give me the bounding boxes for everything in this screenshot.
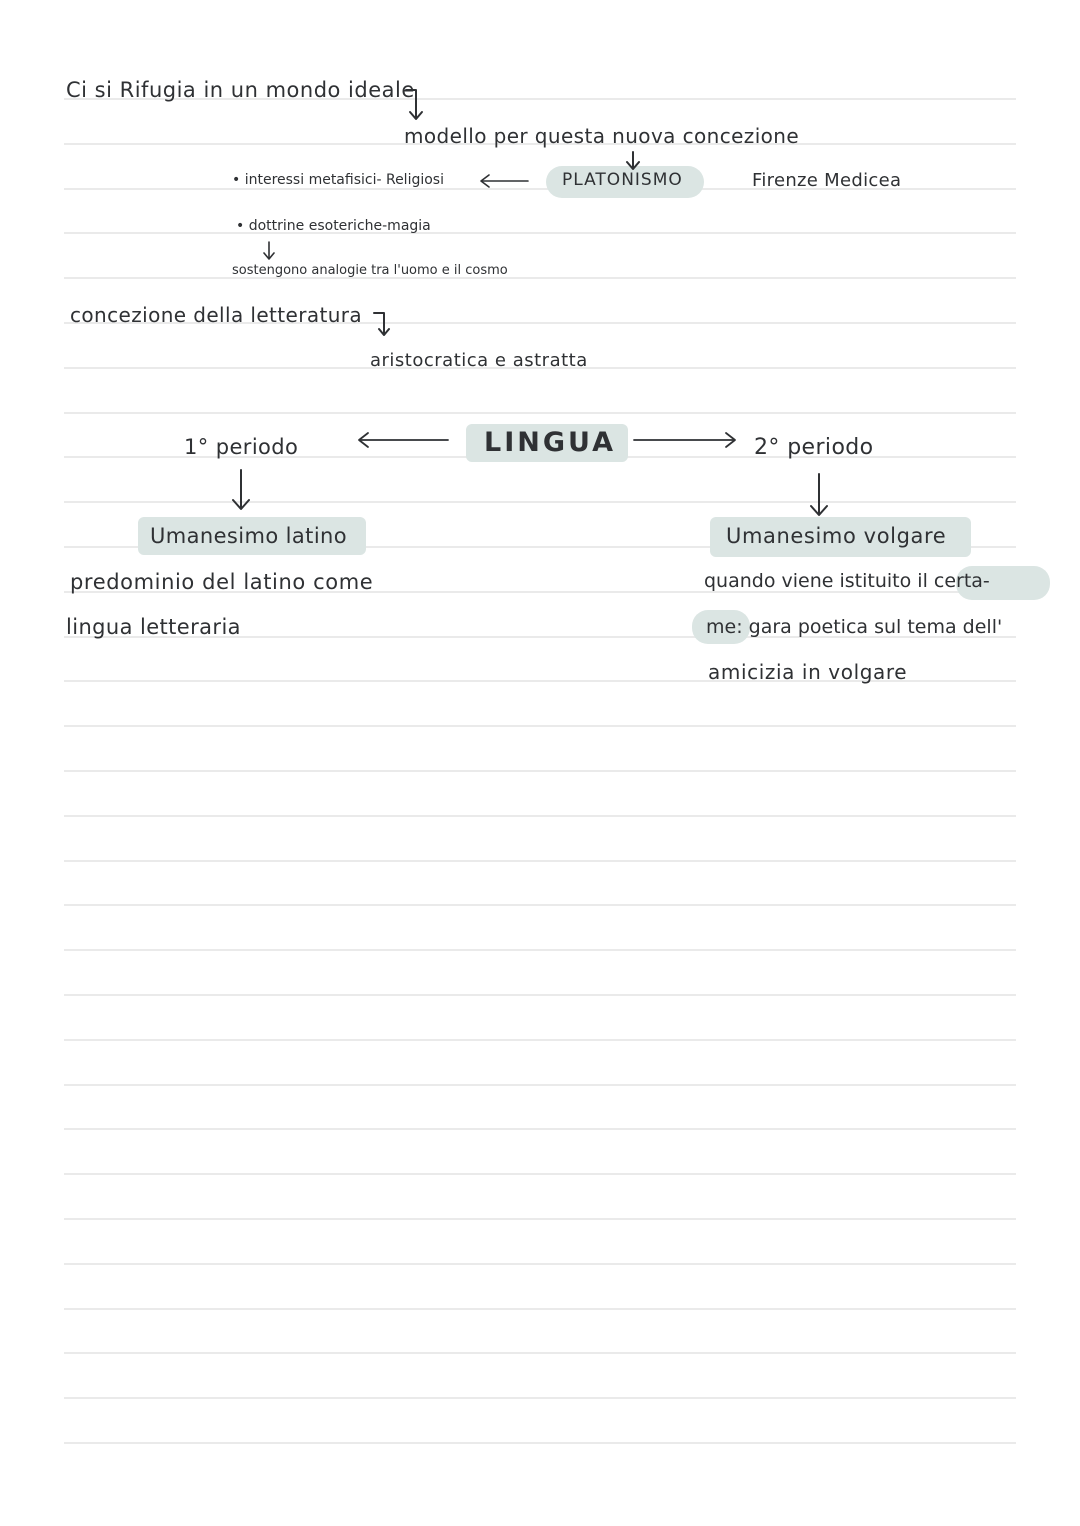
latin-line-1: predominio del latino come <box>70 570 374 594</box>
ruled-line <box>64 1173 1016 1175</box>
ruled-line <box>64 501 1016 503</box>
note-line-2: modello per questa nuova concezione <box>404 124 800 148</box>
ruled-line <box>64 277 1016 279</box>
ruled-line <box>64 1442 1016 1444</box>
period-2-label: 2° periodo <box>754 435 874 460</box>
umanesimo-volgare-label: Umanesimo volgare <box>726 524 947 548</box>
ruled-line <box>64 770 1016 772</box>
down-arrow-period-2-icon <box>808 472 830 518</box>
left-arrow-platonismo-icon <box>478 172 530 190</box>
interests-text: • interessi metafisici- Religiosi <box>232 172 444 188</box>
volgare-line-2 <box>706 616 1002 638</box>
ruled-line <box>64 725 1016 727</box>
ruled-line <box>64 412 1016 414</box>
ruled-line <box>64 1084 1016 1086</box>
ruled-line <box>64 949 1016 951</box>
platonismo-label: PLATONISMO <box>562 170 683 190</box>
down-arrow-period-1-icon <box>230 468 252 512</box>
ruled-line <box>64 1352 1016 1354</box>
ruled-line <box>64 1218 1016 1220</box>
me-word: me <box>706 616 737 638</box>
doctrines-text: • dottrine esoteriche-magia <box>236 218 431 234</box>
ruled-line <box>64 860 1016 862</box>
hook-arrow-icon <box>404 84 434 126</box>
ruled-line <box>64 994 1016 996</box>
florence-text: Firenze Medicea <box>752 170 902 191</box>
hook-arrow-literature-icon <box>372 308 398 342</box>
analogies-text: sostengono analogie tra l'uomo e il cosmo <box>232 263 508 278</box>
lingua-title: LINGUA <box>484 427 616 458</box>
ruled-line <box>64 232 1016 234</box>
volgare-line-2-main: : gara poetica sul tema dell' <box>736 616 1003 638</box>
ruled-line <box>64 1308 1016 1310</box>
ruled-line <box>64 815 1016 817</box>
period-1-label: 1° periodo <box>184 435 299 459</box>
umanesimo-latino-label: Umanesimo latino <box>150 524 348 548</box>
ruled-line <box>64 904 1016 906</box>
ruled-line <box>64 1039 1016 1041</box>
volgare-line-1-main: quando viene istituito il <box>704 570 934 592</box>
ruled-line <box>64 1397 1016 1399</box>
right-arrow-lingua-icon <box>632 430 738 450</box>
volgare-line-1 <box>704 570 990 592</box>
ruled-line <box>64 1263 1016 1265</box>
down-arrow-small-icon <box>624 150 642 172</box>
volgare-line-3: amicizia in volgare <box>708 660 908 684</box>
certa-word: certa- <box>933 570 990 592</box>
note-line-1: Ci si Rifugia in un mondo ideale <box>66 78 415 102</box>
down-arrow-doctrines-icon <box>260 240 278 262</box>
aristocratic-text: aristocratica e astratta <box>370 350 588 371</box>
left-arrow-lingua-icon <box>356 430 450 450</box>
ruled-line <box>64 1128 1016 1130</box>
literature-concept-text: concezione della letteratura <box>70 303 363 327</box>
latin-line-2: lingua letteraria <box>66 615 241 639</box>
